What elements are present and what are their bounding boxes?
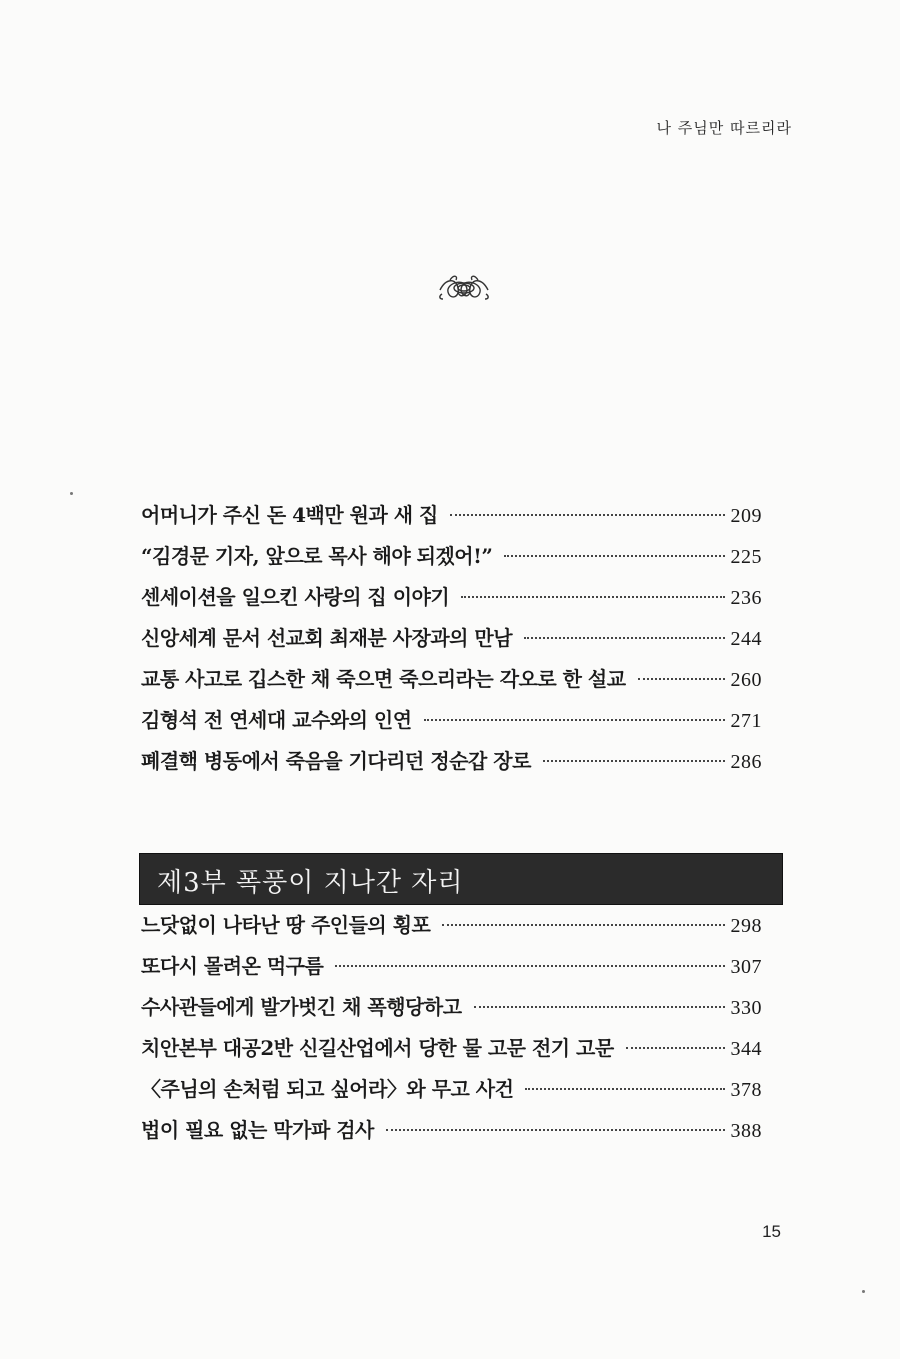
toc-entry-title: 교통 사고로 깁스한 채 죽으면 죽으리라는 각오로 한 설교 (141, 667, 626, 691)
toc-entry-title: 법이 필요 없는 막가파 검사 (141, 1118, 374, 1142)
dot-leader (461, 596, 724, 598)
toc-entry-page: 298 (730, 915, 762, 937)
toc-entry-title: 수사관들에게 발가벗긴 채 폭행당하고 (141, 995, 462, 1019)
dot-leader (386, 1129, 725, 1131)
toc-entry-title: “김경문 기자, 앞으로 목사 해야 되겠어!” (141, 544, 493, 568)
flourish-icon (436, 268, 492, 308)
toc-entry[interactable] (141, 495, 762, 536)
toc-entry-page: 260 (730, 669, 762, 691)
toc-entry-page: 307 (730, 956, 762, 978)
toc-entry[interactable] (141, 1110, 762, 1151)
toc-entry[interactable] (141, 1028, 762, 1069)
toc-entry-title: 치안본부 대공2반 신길산업에서 당한 물 고문 전기 고문 (141, 1036, 614, 1060)
toc-entry[interactable] (141, 700, 762, 741)
toc-entry-title: 폐결핵 병동에서 죽음을 기다리던 정순갑 장로 (141, 749, 531, 773)
dot-leader (543, 760, 725, 762)
dot-leader (638, 678, 725, 680)
toc-list-part3 (141, 905, 762, 1151)
dot-leader (424, 719, 725, 721)
toc-entry[interactable] (141, 577, 762, 618)
toc-entry[interactable] (141, 946, 762, 987)
part-heading-banner (139, 853, 783, 905)
dot-leader (524, 637, 724, 639)
toc-entry-title: 또다시 몰려온 먹구름 (141, 954, 324, 978)
toc-entry[interactable] (141, 536, 762, 577)
scan-speck (862, 1290, 865, 1293)
dot-leader (504, 555, 724, 557)
toc-entry-title: 김형석 전 연세대 교수와의 인연 (141, 708, 412, 732)
toc-entry-page: 271 (730, 710, 762, 732)
part-heading: 제3부 폭풍이 지나간 자리 (157, 868, 464, 898)
toc-entry[interactable] (141, 905, 762, 946)
toc-entry-page: 209 (730, 505, 762, 527)
toc-entry-page: 388 (730, 1120, 762, 1142)
scan-speck (70, 492, 73, 495)
dot-leader (450, 514, 725, 516)
toc-entry[interactable] (141, 741, 762, 782)
dot-leader (474, 1006, 725, 1008)
dot-leader (335, 965, 724, 967)
toc-entry-page: 286 (730, 751, 762, 773)
toc-entry[interactable] (141, 659, 762, 700)
dot-leader (626, 1047, 725, 1049)
toc-entry[interactable] (141, 618, 762, 659)
toc-entry-page: 225 (730, 546, 762, 568)
page-number: 15 (762, 1222, 781, 1241)
toc-entry-page: 344 (730, 1038, 762, 1060)
toc-entry-page: 244 (730, 628, 762, 650)
toc-list-part2 (141, 495, 762, 782)
toc-entry-page: 330 (730, 997, 762, 1019)
toc-entry-title: 센세이션을 일으킨 사랑의 집 이야기 (141, 585, 450, 609)
toc-entry-title: 어머니가 주신 돈 4백만 원과 새 집 (141, 503, 438, 527)
running-head: 나 주님만 따르리라 (656, 119, 792, 137)
toc-entry[interactable] (141, 1069, 762, 1110)
toc-entry-title: 신앙세계 문서 선교회 최재분 사장과의 만남 (141, 626, 513, 650)
toc-entry-page: 236 (730, 587, 762, 609)
dot-leader (525, 1088, 724, 1090)
toc-entry-page: 378 (730, 1079, 762, 1101)
toc-entry[interactable] (141, 987, 762, 1028)
dot-leader (442, 924, 724, 926)
toc-entry-title: 느닷없이 나타난 땅 주인들의 횡포 (141, 913, 431, 937)
toc-entry-title: 〈주님의 손처럼 되고 싶어라〉와 무고 사건 (141, 1077, 514, 1101)
